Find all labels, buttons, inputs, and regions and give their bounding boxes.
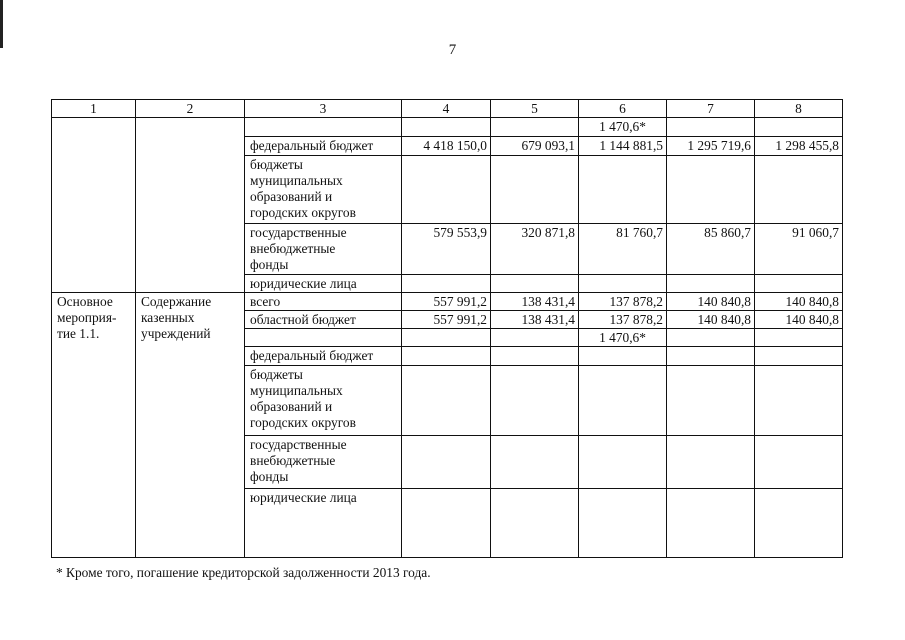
- cell-value: [491, 329, 579, 347]
- cell-value: [755, 329, 843, 347]
- cell-value: 140 840,8: [667, 311, 755, 329]
- cell-value: [491, 118, 579, 137]
- cell-value: [667, 489, 755, 558]
- cell-source: областной бюджет: [245, 311, 402, 329]
- cell-description: [136, 118, 245, 293]
- cell-value: [402, 275, 491, 293]
- table-row: [52, 118, 843, 137]
- cell-value: [667, 366, 755, 436]
- cell-value: 140 840,8: [667, 293, 755, 311]
- cell-value: 1 295 719,6: [667, 137, 755, 156]
- cell-value: 579 553,9: [402, 224, 491, 275]
- cell-value: [579, 156, 667, 224]
- cell-value: [402, 118, 491, 137]
- cell-source: всего: [245, 293, 402, 311]
- cell-source: юридические лица: [245, 489, 402, 558]
- page-number: 7: [448, 42, 457, 58]
- cell-value: 140 840,8: [755, 293, 843, 311]
- cell-value: 557 991,2: [402, 311, 491, 329]
- cell-value: [755, 156, 843, 224]
- cell-value: [667, 436, 755, 489]
- column-header: 2: [136, 100, 245, 118]
- column-header: 3: [245, 100, 402, 118]
- cell-value: [579, 436, 667, 489]
- column-header: 1: [52, 100, 136, 118]
- cell-source: федеральный бюджет: [245, 347, 402, 366]
- scan-edge-mark: [0, 0, 3, 48]
- cell-source: государственные внебюджетные фонды: [245, 436, 402, 489]
- cell-value: 138 431,4: [491, 311, 579, 329]
- cell-value: 320 871,8: [491, 224, 579, 275]
- cell-value: [491, 275, 579, 293]
- cell-value: [667, 275, 755, 293]
- column-header: 8: [755, 100, 843, 118]
- cell-value: [491, 156, 579, 224]
- cell-event: [52, 118, 136, 293]
- cell-value: [402, 329, 491, 347]
- cell-value: 138 431,4: [491, 293, 579, 311]
- cell-event: Основное мероприя- тие 1.1.: [52, 293, 136, 558]
- column-header: 6: [579, 100, 667, 118]
- cell-value: [755, 118, 843, 137]
- cell-value: [402, 489, 491, 558]
- cell-value: [755, 436, 843, 489]
- cell-value: 137 878,2: [579, 311, 667, 329]
- cell-source: бюджеты муниципальных образований и городских округов: [245, 366, 402, 436]
- table-row: [52, 293, 843, 311]
- cell-value: 679 093,1: [491, 137, 579, 156]
- cell-value: 4 418 150,0: [402, 137, 491, 156]
- cell-value: 1 298 455,8: [755, 137, 843, 156]
- footnote: * Кроме того, погашение кредиторской задолженности 2013 года.: [56, 565, 431, 580]
- cell-value: [402, 436, 491, 489]
- cell-value: 1 144 881,5: [579, 137, 667, 156]
- cell-value: [579, 366, 667, 436]
- cell-value: [491, 436, 579, 489]
- column-header: 7: [667, 100, 755, 118]
- cell-value: [755, 366, 843, 436]
- cell-value: [402, 366, 491, 436]
- cell-value: [667, 329, 755, 347]
- cell-value: [667, 118, 755, 137]
- cell-value: [579, 489, 667, 558]
- cell-value: [755, 275, 843, 293]
- cell-description: Содержание казенных учреждений: [136, 293, 245, 558]
- cell-value: 81 760,7: [579, 224, 667, 275]
- cell-value: 140 840,8: [755, 311, 843, 329]
- cell-source: федеральный бюджет: [245, 137, 402, 156]
- cell-value: [402, 347, 491, 366]
- cell-value: 91 060,7: [755, 224, 843, 275]
- cell-value: [667, 156, 755, 224]
- cell-value: 1 470,6*: [579, 118, 667, 137]
- table-header-row: [52, 100, 843, 118]
- cell-value: [491, 489, 579, 558]
- cell-value: [667, 347, 755, 366]
- cell-value: [491, 366, 579, 436]
- cell-value: [755, 489, 843, 558]
- cell-source: [245, 118, 402, 137]
- cell-value: 1 470,6*: [579, 329, 667, 347]
- cell-value: [491, 347, 579, 366]
- cell-value: [402, 156, 491, 224]
- cell-value: [579, 275, 667, 293]
- cell-source: бюджеты муниципальных образований и городских округов: [245, 156, 402, 224]
- cell-source: государственные внебюджетные фонды: [245, 224, 402, 275]
- budget-table: [51, 99, 843, 558]
- column-header: 4: [402, 100, 491, 118]
- cell-value: 557 991,2: [402, 293, 491, 311]
- cell-value: [579, 347, 667, 366]
- cell-source: юридические лица: [245, 275, 402, 293]
- cell-value: 85 860,7: [667, 224, 755, 275]
- cell-value: 137 878,2: [579, 293, 667, 311]
- column-header: 5: [491, 100, 579, 118]
- cell-source: [245, 329, 402, 347]
- cell-value: [755, 347, 843, 366]
